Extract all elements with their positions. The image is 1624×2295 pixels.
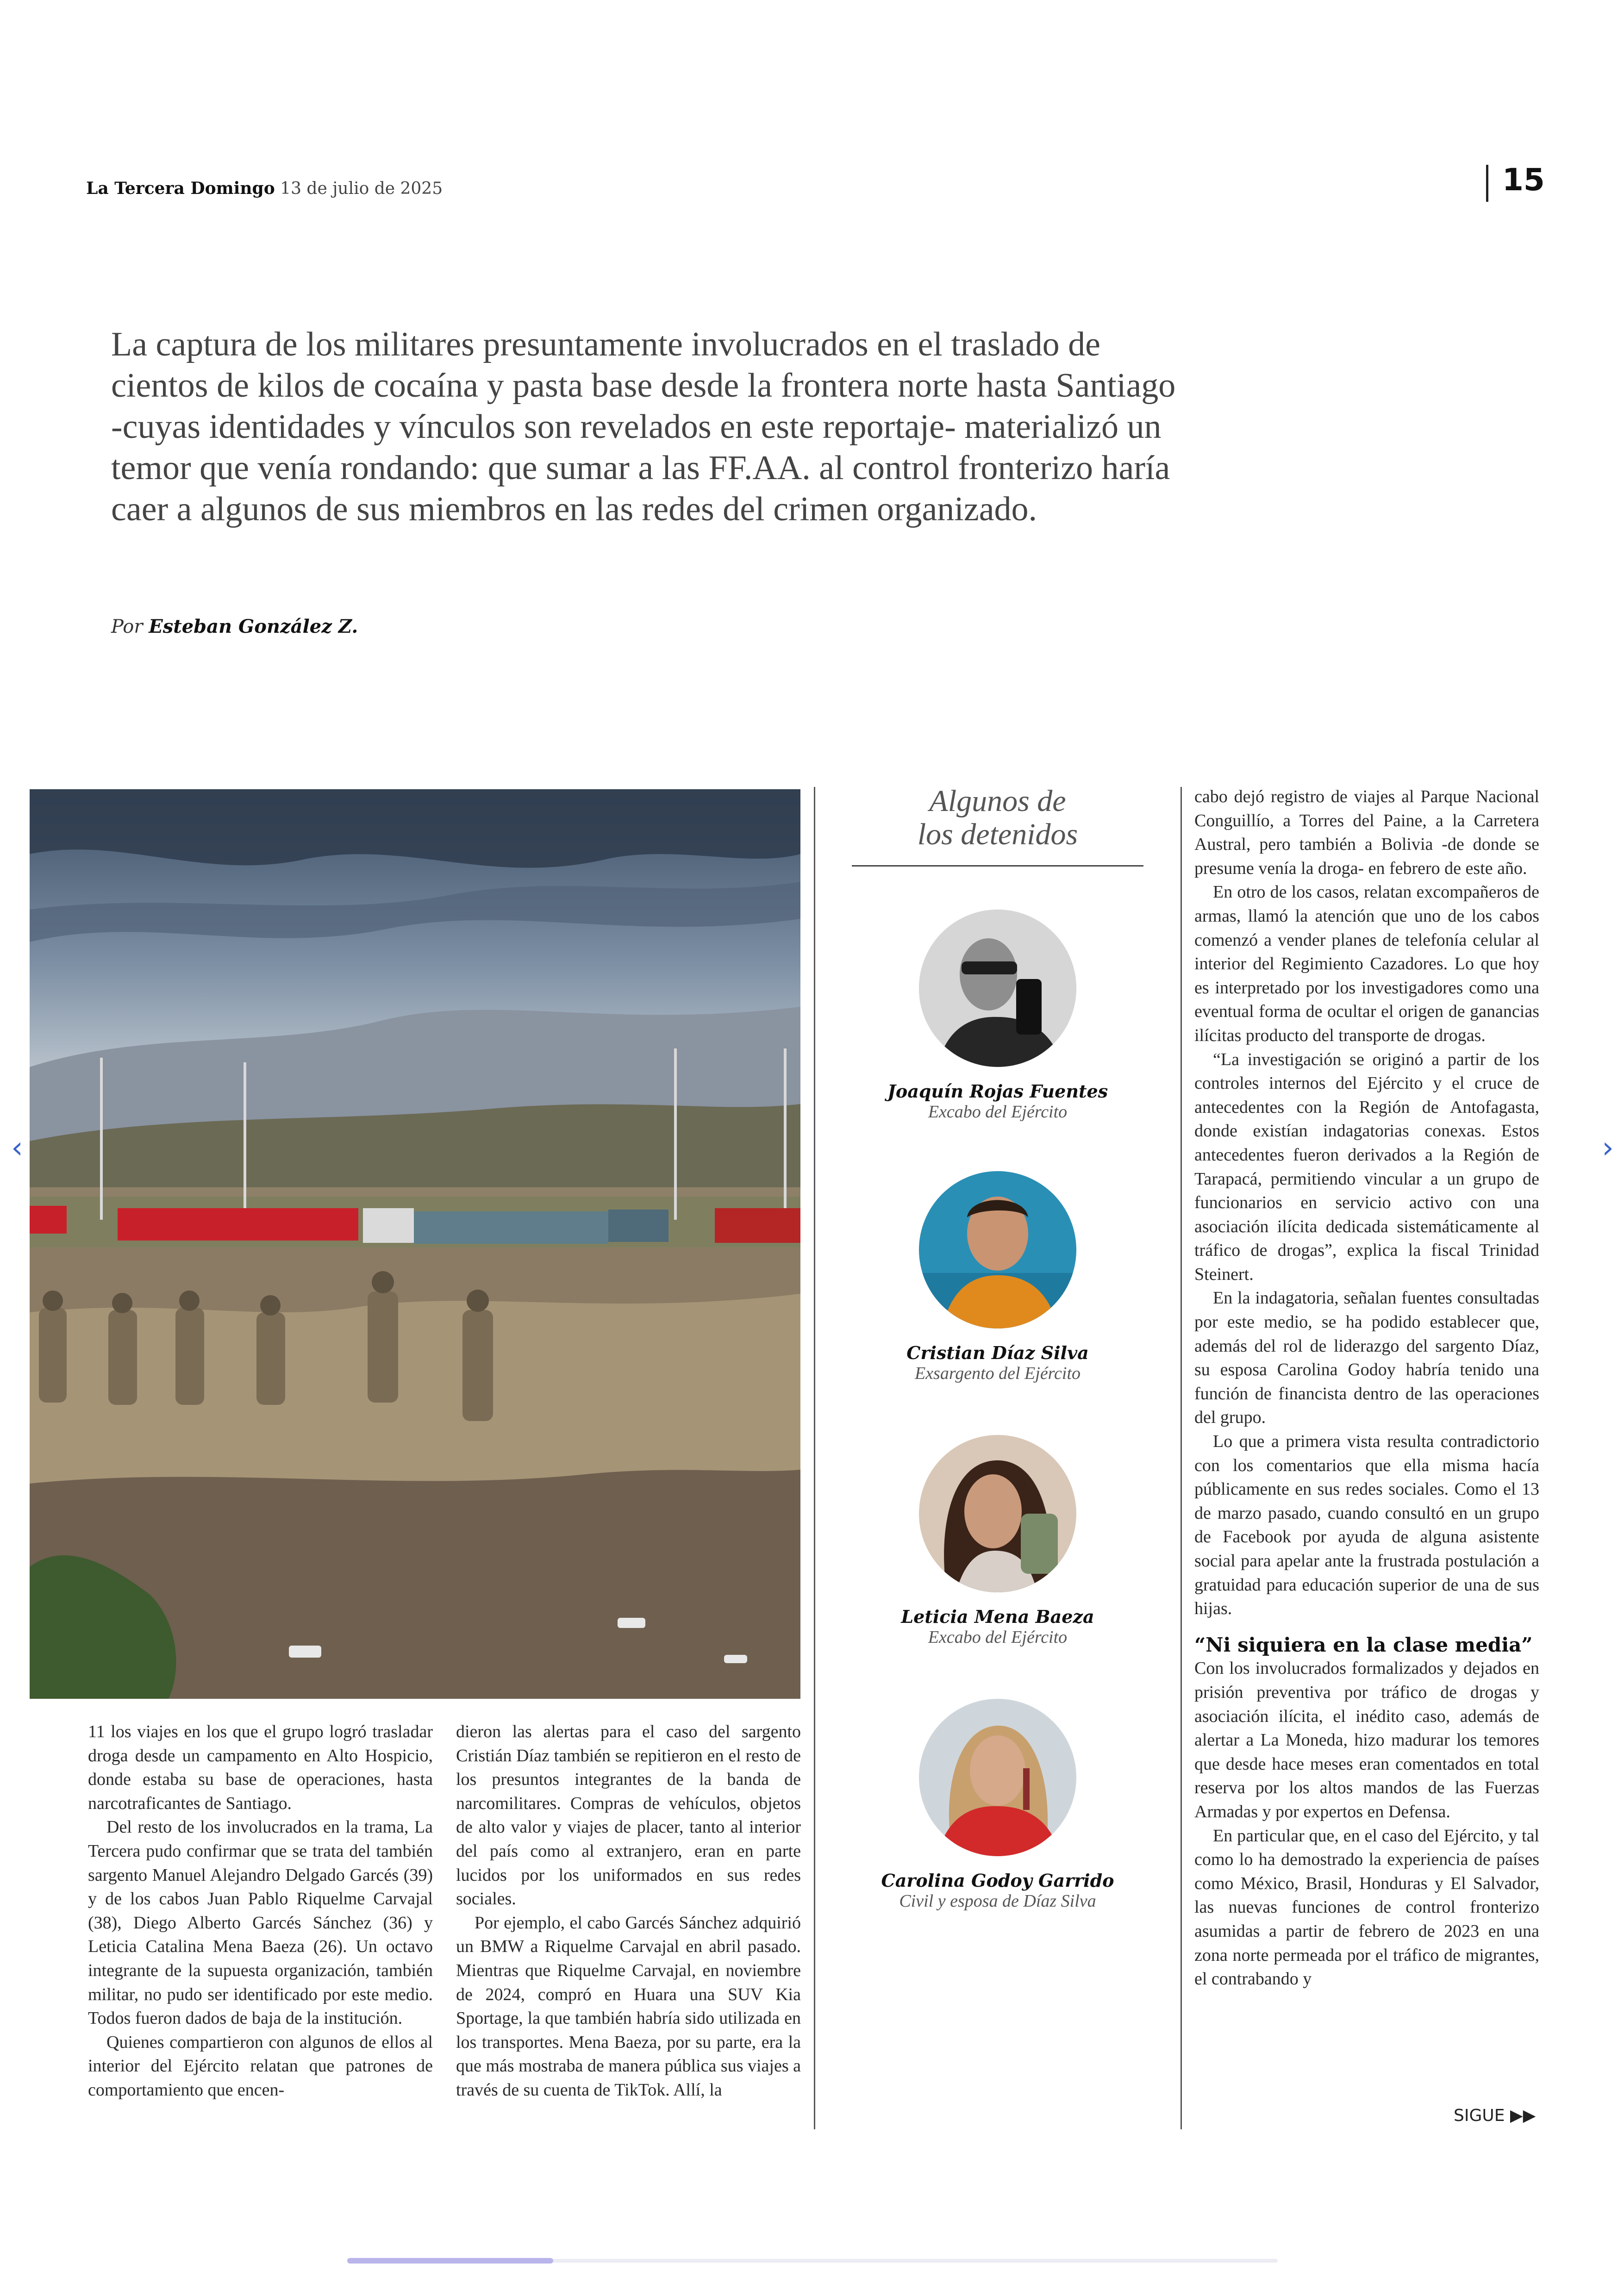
paragraph: cabo dejó registro de viajes al Parque Nacional Conguillío, a Torres del Paine, a la Carretera Austral, pero también a Bolivia -de donde se presume venía la droga- en febrero de este año.: [1194, 787, 1539, 878]
publication-header: [86, 179, 443, 198]
article-column-1: [88, 1720, 433, 2102]
person-role: Exsargento del Ejército: [914, 1364, 1081, 1383]
article-lead: La captura de los militares presuntamente involucrados en el traslado de cientos de kilos de cocaína y pasta base desde la frontera norte hasta Santiago -cuyas identidades y vínculos son revelados en este reportaje- materializó un temor que venía rondando: que sumar a las FF.AA. al control fronterizo haría caer a algunos de sus miembros en las redes del crimen organizado.: [111, 325, 1176, 528]
avatar: [919, 1435, 1076, 1592]
continue-label: SIGUE ▶▶: [1454, 2106, 1536, 2125]
chevron-right-icon[interactable]: ›: [1602, 1131, 1614, 1165]
page-number-divider: [1486, 165, 1488, 202]
person-name: Cristian Díaz Silva: [906, 1342, 1089, 1363]
publication-name: La Tercera Domingo: [86, 179, 275, 198]
page-scrollbar-thumb[interactable]: [347, 2258, 553, 2264]
avatar: [919, 1171, 1076, 1328]
paragraph: Por ejemplo, el cabo Garcés Sánchez adquirió un BMW a Riquelme Carvajal en abril pasado. Mientras que Riquelme Carvajal, en noviembre de 2024, compró en Huara una SUV Kia Sportage, la que también habría sido utilizada en los transportes. Mena Baeza, por su parte, era la que más mostraba de manera pública sus viajes a través de su cuenta de TikTok. Allí, la: [456, 1913, 801, 2100]
person-role: Excabo del Ejército: [928, 1102, 1068, 1122]
detained-person: [852, 910, 1143, 1122]
section-subhead: “Ni siquiera en la clase media”: [1194, 1633, 1533, 1656]
person-name: Joaquín Rojas Fuentes: [887, 1081, 1108, 1102]
article-column-2: [456, 1720, 801, 2102]
detained-person: [852, 1171, 1143, 1384]
person-role: Excabo del Ejército: [928, 1628, 1068, 1647]
article-column-4: [1194, 785, 1539, 1991]
avatar: [919, 910, 1076, 1067]
detained-person: [852, 1699, 1143, 1911]
page-number: 15: [1502, 162, 1545, 198]
detained-sidebar: [852, 785, 1143, 867]
column-divider: [814, 787, 815, 2129]
paragraph: En la indagatoria, señalan fuentes consultadas por este medio, se ha podido establecer que, además del rol de liderazgo del sargento Díaz, su esposa Carolina Godoy habría tenido una función de financista dentro de las operaciones del grupo.: [1194, 1288, 1539, 1428]
detained-title-rule: [852, 865, 1143, 867]
detained-title: Algunos de los detenidos: [917, 784, 1078, 851]
paragraph: Quienes compartieron con algunos de ellos al interior del Ejército relatan que patrones de comportamiento que encen-: [88, 2032, 433, 2100]
person-name: Carolina Godoy Garrido: [881, 1870, 1114, 1891]
paragraph: Lo que a primera vista resulta contradictorio con los comentarios que ella misma hacía públicamente en sus redes sociales. Como el 13 de marzo pasado, cuando consultó en un grupo de Facebook por ayuda de alguna asistente social para apelar ante la frustrada postulación a gratuidad para educación superior de una de sus hijas.: [1194, 1432, 1539, 1619]
paragraph: Con los involucrados formalizados y dejados en prisión preventiva por tráfico de drogas y asociación ilícita, el inédito caso, además de alertar a La Moneda, hizo madurar los temores que desde hace meses eran comentados en total reserva por los altos mandos de las Fuerzas Armadas y por expertos en Defensa.: [1194, 1659, 1539, 1821]
byline-author: Esteban González Z.: [149, 616, 358, 637]
person-name: Leticia Mena Baeza: [901, 1606, 1094, 1627]
avatar: [919, 1699, 1076, 1856]
paragraph: dieron las alertas para el caso del sargento Cristián Díaz también se repitieron en el resto de los presuntos integrantes de la banda de narcomilitares. Compras de vehículos, objetos de alto valor y viajes de placer, tanto al interior del país como al extranjero, eran en parte lucidos por los uniformados en sus redes sociales.: [456, 1722, 801, 1909]
byline-prefix: Por: [111, 616, 143, 637]
publication-date: 13 de julio de 2025: [280, 179, 443, 198]
paragraph: Del resto de los involucrados en la trama, La Tercera pudo confirmar que se trata del también sargento Manuel Alejandro Delgado Garcés (39) y de los cabos Juan Pablo Riquelme Carvajal (38), Diego Alberto Garcés Sánchez (36) y Leticia Catalina Mena Baeza (26). Un octavo integrante de la supuesta organización, también militar, no pudo ser identificado por este medio. Todos fueron dados de baja de la institución.: [88, 1817, 433, 2028]
person-role: Civil y esposa de Díaz Silva: [899, 1891, 1096, 1911]
border-checkpoint-photo: [30, 789, 800, 1699]
chevron-left-icon[interactable]: ‹: [11, 1131, 23, 1165]
paragraph: “La investigación se originó a partir de los controles internos del Ejército y el cruce de antecedentes con la Región de Antofagasta, donde existían indagatorias conexas. Estos antecedentes fueron derivados a la Región de Tarapacá, permitiendo vincular a un grupo de funcionarios en servicio activo con una asociación ilícita dedicada sistemáticamente al tráfico de drogas”, explica la fiscal Trinidad Steinert.: [1194, 1049, 1539, 1284]
byline: [111, 616, 358, 637]
detained-person: [852, 1435, 1143, 1647]
paragraph: 11 los viajes en los que el grupo logró trasladar droga desde un campamento en Alto Hospicio, donde estaba su base de operaciones, hasta narcotraficantes de Santiago.: [88, 1722, 433, 1813]
paragraph: En particular que, en el caso del Ejército, y tal como lo ha demostrado la experiencia de países como México, Brasil, Honduras y El Salvador, las nuevas funciones de control fronterizo asumidas a partir de febrero de 2023 en una zona norte permeada por el tráfico de migrantes, el contrabando y: [1194, 1826, 1539, 1989]
column-divider: [1181, 787, 1182, 2129]
paragraph: En otro de los casos, relatan excompañeros de armas, llamó la atención que uno de los cabos comenzó a vender planes de telefonía celular al interior del Regimiento Cazadores. Lo que hoy es interpretado por los investigadores como una eventual forma de ocultar el origen de ganancias ilícitas producto del transporte de drogas.: [1194, 882, 1539, 1045]
